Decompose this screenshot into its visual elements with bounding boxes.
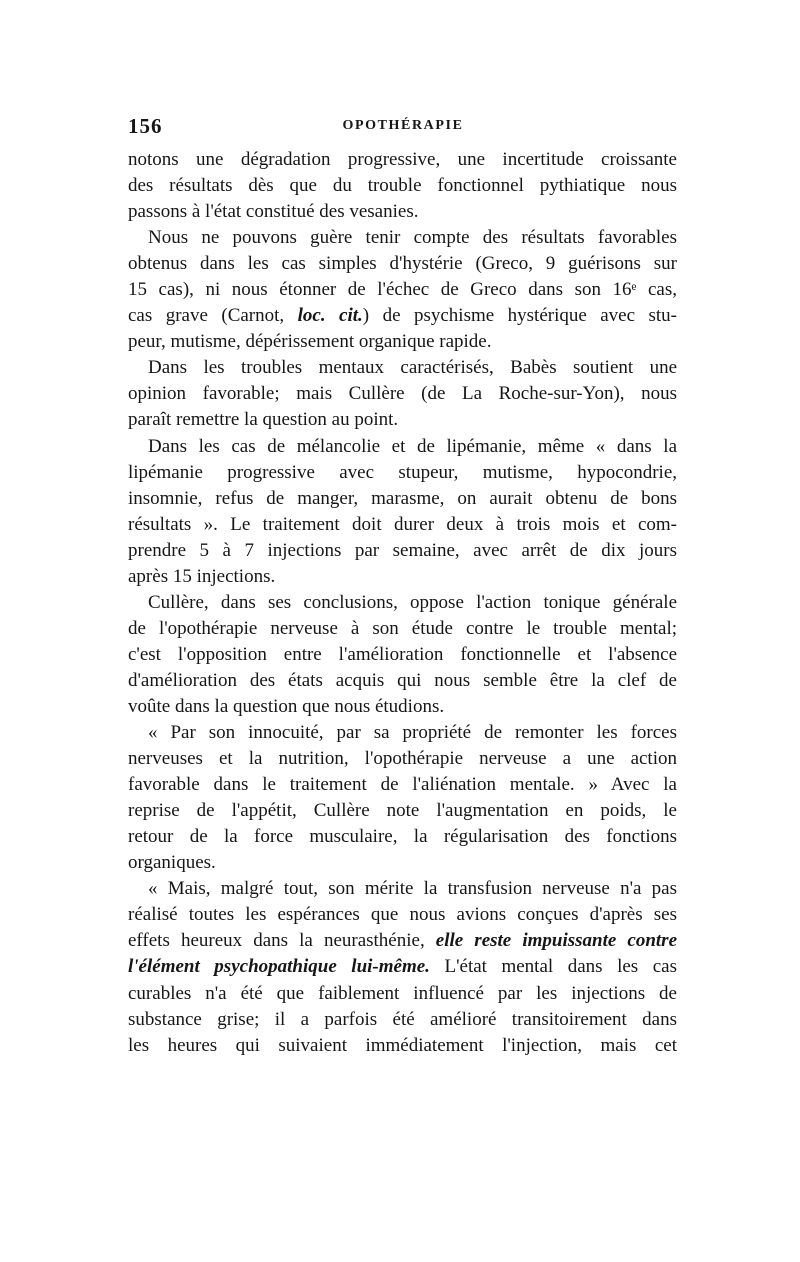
text-line: substance grise; il a parfois été amélioré transitoirement dans xyxy=(128,1008,677,1030)
text-line: insomnie, refus de manger, marasme, on aurait obtenu de bons xyxy=(128,487,677,509)
text-line: après 15 injections. xyxy=(128,565,276,587)
text-line: résultats ». Le traitement doit durer deux à trois mois et com- xyxy=(128,513,677,535)
text-line: « Mais, malgré tout, son mérite la transfusion nerveuse n'a pas xyxy=(148,878,677,900)
text-segment: L'état mental dans les cas xyxy=(429,956,677,978)
text-line: retour de la force musculaire, la régularisation des fonctions xyxy=(128,826,677,848)
emphasized-text: l'élément psychopathique lui-même. xyxy=(128,956,430,978)
text-line: des résultats dès que du trouble fonctionnel pythiatique nous xyxy=(128,175,677,197)
body-text xyxy=(128,147,677,1059)
text-line: curables n'a été que faiblement influencé par les injections de xyxy=(128,982,677,1004)
text-line: c'est l'opposition entre l'amélioration fonctionnelle et l'absence xyxy=(128,643,677,665)
text-line xyxy=(128,928,677,954)
text-line: reprise de l'appétit, Cullère note l'augmentation en poids, le xyxy=(128,800,677,822)
text-line: nerveuses et la nutrition, l'opothérapie nerveuse a une action xyxy=(128,748,677,770)
text-segment: ) de psychisme hystérique avec stu- xyxy=(362,305,678,327)
page-header xyxy=(128,114,678,140)
text-line: peur, mutisme, dépérissement organique rapide. xyxy=(128,331,492,353)
running-title: OPOTHÉRAPIE xyxy=(342,118,464,133)
text-line: passons à l'état constitué des vesanies. xyxy=(128,201,419,223)
text-line: voûte dans la question que nous étudions. xyxy=(128,695,445,717)
text-segment: cas grave (Carnot, xyxy=(128,305,298,327)
text-line: Cullère, dans ses conclusions, oppose l'action tonique générale xyxy=(148,591,677,613)
text-line: d'amélioration des états acquis qui nous semble être la clef de xyxy=(128,669,677,691)
text-line: Dans les troubles mentaux caractérisés, Babès soutient une xyxy=(148,357,677,379)
text-line: prendre 5 à 7 injections par semaine, avec arrêt de dix jours xyxy=(128,539,677,561)
text-line: les heures qui suivaient immédiatement l'injection, mais cet xyxy=(128,1034,677,1056)
text-line xyxy=(128,954,677,980)
text-line xyxy=(128,303,677,329)
text-line: réalisé toutes les espérances que nous avions conçues d'après ses xyxy=(128,904,677,926)
text-line: favorable dans le traitement de l'aliénation mentale. » Avec la xyxy=(128,774,677,796)
text-line: Nous ne pouvons guère tenir compte des résultats favorables xyxy=(148,227,677,249)
text-segment: effets heureux dans la neurasthénie, xyxy=(128,930,436,952)
text-line: paraît remettre la question au point. xyxy=(128,409,399,431)
text-line: de l'opothérapie nerveuse à son étude contre le trouble mental; xyxy=(128,617,677,639)
text-line: Dans les cas de mélancolie et de lipémanie, même « dans la xyxy=(148,435,677,457)
emphasized-text: loc. cit. xyxy=(297,305,363,327)
page-number: 156 xyxy=(128,114,163,138)
text-line: obtenus dans les cas simples d'hystérie (Greco, 9 guérisons sur xyxy=(128,253,677,275)
text-line: « Par son innocuité, par sa propriété de remonter les forces xyxy=(148,722,677,744)
emphasized-text: elle reste impuissante contre xyxy=(435,930,677,952)
text-line: opinion favorable; mais Cullère (de La Roche-sur-Yon), nous xyxy=(128,383,677,405)
text-line: 15 cas), ni nous étonner de l'échec de Greco dans son 16ᵉ cas, xyxy=(128,279,677,301)
text-line: organiques. xyxy=(128,852,216,874)
text-line: lipémanie progressive avec stupeur, mutisme, hypocondrie, xyxy=(128,461,677,483)
text-line: notons une dégradation progressive, une incertitude croissante xyxy=(128,149,677,170)
